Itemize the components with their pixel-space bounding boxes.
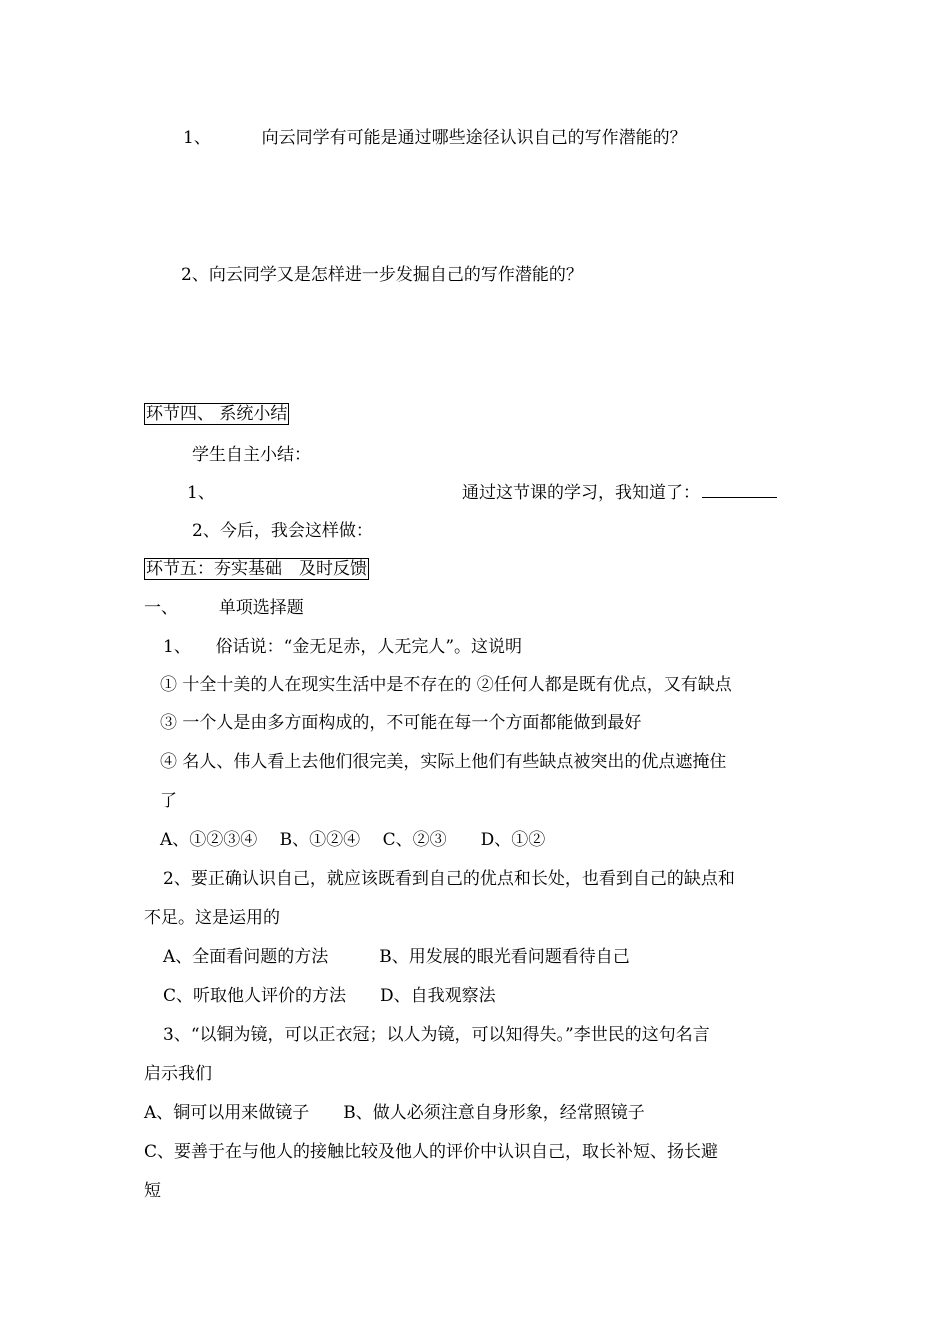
summary-intro: 学生自主小结： — [192, 445, 311, 465]
question-1-number: 1、 — [183, 128, 211, 148]
question-2: 2、向云同学又是怎样进一步发掘自己的写作潜能的？ — [181, 265, 583, 285]
question-1 — [183, 127, 687, 149]
part-1-title: 单项选择题 — [218, 598, 304, 618]
mcq-1-options: A、①②③④ B、①②④ C、②③ D、①② — [160, 830, 546, 850]
mcq-2-stem-line-2: 不足。这是运用的 — [144, 908, 280, 928]
mcq-3-options-ab: A、铜可以用来做镜子 B、做人必须注意自身形象，经常照镜子 — [144, 1103, 645, 1123]
mcq-2-options-ab: A、全面看问题的方法 B、用发展的眼光看问题看待自己 — [163, 947, 630, 967]
part-1-heading — [144, 597, 304, 619]
answer-blank[interactable] — [702, 483, 777, 498]
mcq-1-stem — [163, 636, 522, 658]
mcq-1-number: 1、 — [163, 637, 191, 657]
mcq-1-statement-4-cont: 了 — [160, 791, 177, 811]
mcq-1-stem-text: 俗话说：“金无足赤，人无完人”。这说明 — [215, 637, 523, 657]
mcq-1-statement-4: ④ 名人、伟人看上去他们很完美，实际上他们有些缺点被突出的优点遮掩住 — [160, 752, 727, 772]
mcq-2-options-cd: C、听取他人评价的方法 D、自我观察法 — [163, 986, 496, 1006]
mcq-3-stem-line-2: 启示我们 — [144, 1064, 212, 1084]
section-4-heading: 环节四、 系统小结 — [146, 404, 288, 424]
mcq-1-statement-3: ③ 一个人是由多方面构成的，不可能在每一个方面都能做到最好 — [160, 713, 642, 733]
question-1-text: 向云同学有可能是通过哪些途径认识自己的写作潜能的？ — [261, 128, 687, 148]
summary-item-1-number: 1、 — [187, 483, 215, 503]
part-1-number: 一、 — [144, 598, 178, 618]
mcq-3-option-c-line-1: C、要善于在与他人的接触比较及他人的评价中认识自己，取长补短、扬长避 — [144, 1142, 719, 1162]
mcq-3-option-c-line-2: 短 — [144, 1181, 161, 1201]
summary-item-1-text: 通过这节课的学习，我知道了： — [462, 483, 700, 503]
mcq-2-stem-line-1: 2、要正确认识自己，就应该既看到自己的优点和长处，也看到自己的缺点和 — [163, 869, 735, 889]
mcq-3-stem-line-1: 3、“以铜为镜，可以正衣冠；以人为镜，可以知得失。”李世民的这句名言 — [163, 1025, 710, 1045]
section-5-heading: 环节五：夯实基础 及时反馈 — [146, 559, 367, 579]
mcq-1-statement-1-2: ① 十全十美的人在现实生活中是不存在的 ②任何人都是既有优点，又有缺点 — [160, 675, 732, 695]
summary-item-1 — [462, 482, 777, 504]
summary-item-2: 2、今后，我会这样做： — [192, 521, 373, 541]
